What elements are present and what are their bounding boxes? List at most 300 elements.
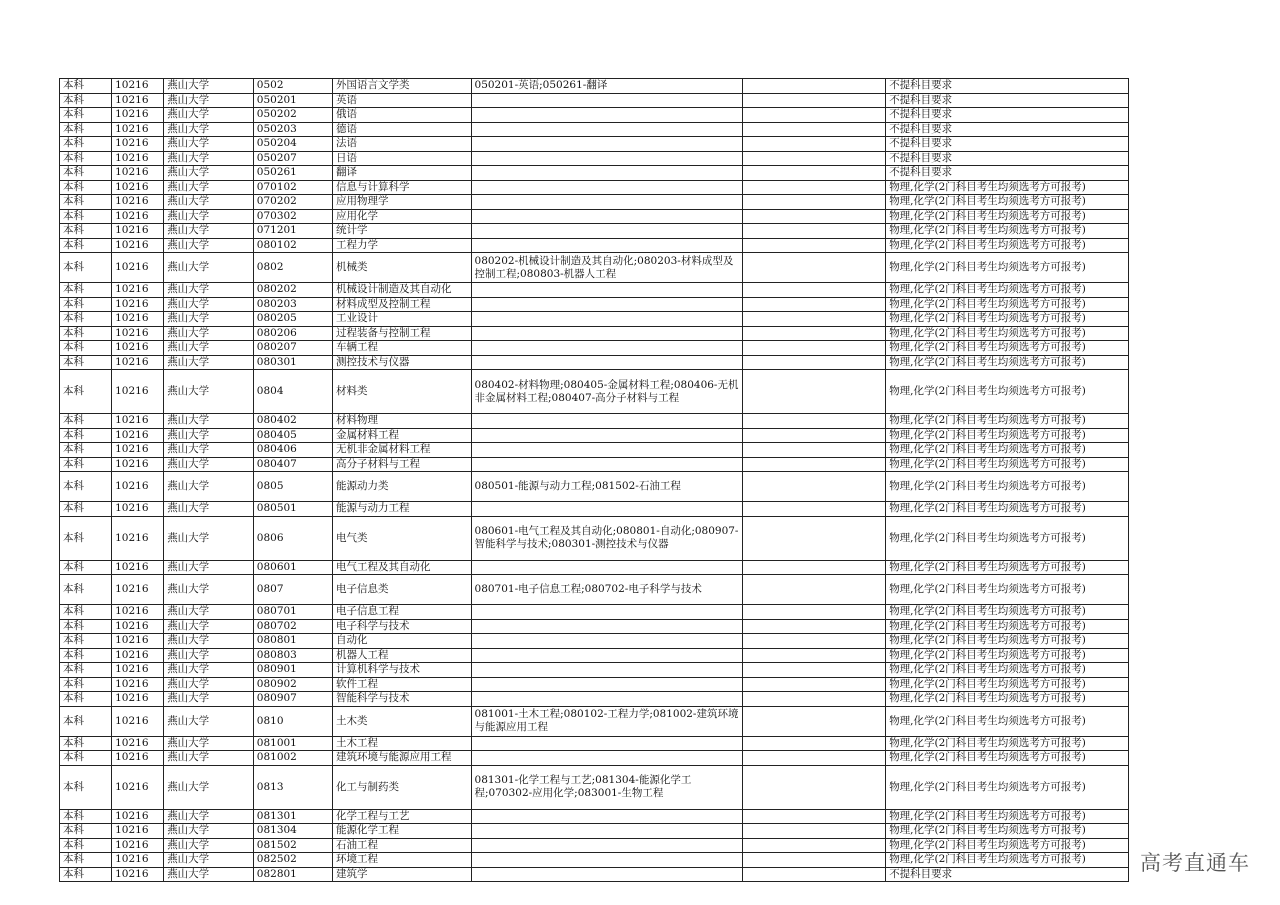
included-majors-cell [471,560,743,575]
major-name-cell: 外国语言文学类 [332,79,471,94]
note-cell [743,663,886,678]
included-majors-cell [471,355,743,370]
major-name-cell: 计算机科学与技术 [332,663,471,678]
subject-requirement-cell: 物理,化学(2门科目考生均须选考方可报考) [886,180,1129,195]
table-row [60,283,1129,298]
school-name-cell: 燕山大学 [164,443,254,458]
subject-requirement-cell: 物理,化学(2门科目考生均须选考方可报考) [886,312,1129,327]
school-code-cell: 10216 [112,312,164,327]
school-name-cell: 燕山大学 [164,297,254,312]
level-cell: 本科 [60,575,112,605]
included-majors-cell [471,619,743,634]
table-row [60,648,1129,663]
major-code-cell: 0802 [253,253,332,283]
school-name-cell: 燕山大学 [164,195,254,210]
major-code-cell: 081002 [253,751,332,766]
included-majors-cell [471,692,743,707]
school-name-cell: 燕山大学 [164,238,254,253]
included-majors-cell [471,502,743,517]
school-name-cell: 燕山大学 [164,341,254,356]
table-row [60,253,1129,283]
level-cell: 本科 [60,326,112,341]
school-code-cell: 10216 [112,414,164,429]
table-row [60,853,1129,868]
table-row [60,122,1129,137]
school-code-cell: 10216 [112,634,164,649]
major-code-cell: 080701 [253,605,332,620]
school-name-cell: 燕山大学 [164,370,254,414]
included-majors-cell: 080202-机械设计制造及其自动化;080203-材料成型及控制工程;080803-机器人工程 [471,253,743,283]
level-cell: 本科 [60,677,112,692]
note-cell [743,809,886,824]
level-cell: 本科 [60,79,112,94]
subject-requirement-cell: 物理,化学(2门科目考生均须选考方可报考) [886,634,1129,649]
subject-requirement-cell: 不提科目要求 [886,108,1129,123]
note-cell [743,355,886,370]
major-code-cell: 080901 [253,663,332,678]
table-row [60,867,1129,882]
table-row [60,137,1129,152]
major-name-cell: 英语 [332,93,471,108]
included-majors-cell [471,326,743,341]
level-cell: 本科 [60,736,112,751]
school-name-cell: 燕山大学 [164,502,254,517]
school-code-cell: 10216 [112,283,164,298]
school-code-cell: 10216 [112,692,164,707]
major-code-cell: 080203 [253,297,332,312]
school-code-cell: 10216 [112,137,164,152]
school-name-cell: 燕山大学 [164,751,254,766]
subject-requirement-cell: 不提科目要求 [886,93,1129,108]
subject-requirement-cell: 物理,化学(2门科目考生均须选考方可报考) [886,853,1129,868]
subject-requirement-cell: 物理,化学(2门科目考生均须选考方可报考) [886,663,1129,678]
major-code-cell: 080405 [253,428,332,443]
school-name-cell: 燕山大学 [164,706,254,736]
major-code-cell: 080407 [253,457,332,472]
major-name-cell: 工业设计 [332,312,471,327]
table-row [60,209,1129,224]
subject-requirement-cell: 物理,化学(2门科目考生均须选考方可报考) [886,355,1129,370]
major-name-cell: 环境工程 [332,853,471,868]
major-name-cell: 日语 [332,151,471,166]
school-name-cell: 燕山大学 [164,180,254,195]
subject-requirement-cell: 物理,化学(2门科目考生均须选考方可报考) [886,457,1129,472]
table-row [60,516,1129,560]
major-code-cell: 082801 [253,867,332,882]
school-code-cell: 10216 [112,809,164,824]
school-code-cell: 10216 [112,224,164,239]
school-name-cell: 燕山大学 [164,108,254,123]
subject-requirement-cell: 物理,化学(2门科目考生均须选考方可报考) [886,428,1129,443]
school-name-cell: 燕山大学 [164,867,254,882]
major-name-cell: 德语 [332,122,471,137]
major-name-cell: 电气工程及其自动化 [332,560,471,575]
level-cell: 本科 [60,605,112,620]
major-name-cell: 电子科学与技术 [332,619,471,634]
table-row [60,560,1129,575]
included-majors-cell [471,809,743,824]
note-cell [743,253,886,283]
major-name-cell: 软件工程 [332,677,471,692]
included-majors-cell [471,457,743,472]
major-code-cell: 081001 [253,736,332,751]
school-code-cell: 10216 [112,560,164,575]
note-cell [743,765,886,809]
school-name-cell: 燕山大学 [164,457,254,472]
level-cell: 本科 [60,824,112,839]
school-code-cell: 10216 [112,751,164,766]
included-majors-cell [471,634,743,649]
level-cell: 本科 [60,297,112,312]
included-majors-cell [471,867,743,882]
subject-requirement-cell: 物理,化学(2门科目考生均须选考方可报考) [886,283,1129,298]
school-name-cell: 燕山大学 [164,428,254,443]
school-code-cell: 10216 [112,238,164,253]
major-name-cell: 智能科学与技术 [332,692,471,707]
school-code-cell: 10216 [112,736,164,751]
included-majors-cell [471,443,743,458]
note-cell [743,853,886,868]
school-name-cell: 燕山大学 [164,853,254,868]
level-cell: 本科 [60,195,112,210]
school-name-cell: 燕山大学 [164,809,254,824]
table-row [60,634,1129,649]
included-majors-cell [471,605,743,620]
major-name-cell: 翻译 [332,166,471,181]
subject-requirement-cell: 不提科目要求 [886,166,1129,181]
major-code-cell: 0806 [253,516,332,560]
level-cell: 本科 [60,472,112,502]
subject-requirement-cell: 不提科目要求 [886,867,1129,882]
included-majors-cell [471,283,743,298]
school-name-cell: 燕山大学 [164,824,254,839]
major-name-cell: 能源动力类 [332,472,471,502]
note-cell [743,224,886,239]
included-majors-cell: 080501-能源与动力工程;081502-石油工程 [471,472,743,502]
school-name-cell: 燕山大学 [164,93,254,108]
included-majors-cell [471,209,743,224]
major-code-cell: 0810 [253,706,332,736]
subject-requirement-cell: 物理,化学(2门科目考生均须选考方可报考) [886,605,1129,620]
note-cell [743,706,886,736]
school-name-cell: 燕山大学 [164,224,254,239]
subject-requirement-cell: 物理,化学(2门科目考生均须选考方可报考) [886,224,1129,239]
school-code-cell: 10216 [112,341,164,356]
level-cell: 本科 [60,560,112,575]
school-code-cell: 10216 [112,443,164,458]
subject-requirement-cell: 物理,化学(2门科目考生均须选考方可报考) [886,253,1129,283]
note-cell [743,502,886,517]
included-majors-cell [471,824,743,839]
subject-requirement-cell: 不提科目要求 [886,151,1129,166]
included-majors-cell [471,853,743,868]
table-row [60,809,1129,824]
major-code-cell: 0813 [253,765,332,809]
major-name-cell: 化学工程与工艺 [332,809,471,824]
major-code-cell: 080402 [253,414,332,429]
school-name-cell: 燕山大学 [164,151,254,166]
level-cell: 本科 [60,312,112,327]
major-name-cell: 俄语 [332,108,471,123]
included-majors-cell [471,736,743,751]
note-cell [743,108,886,123]
included-majors-cell [471,414,743,429]
major-name-cell: 石油工程 [332,838,471,853]
table-row [60,108,1129,123]
table-row [60,238,1129,253]
subject-requirement-cell: 物理,化学(2门科目考生均须选考方可报考) [886,195,1129,210]
school-code-cell: 10216 [112,648,164,663]
subject-requirement-cell: 物理,化学(2门科目考生均须选考方可报考) [886,751,1129,766]
admission-table [59,78,1129,882]
subject-requirement-cell: 物理,化学(2门科目考生均须选考方可报考) [886,341,1129,356]
watermark-text: 高考直通车 [1140,851,1250,875]
subject-requirement-cell: 不提科目要求 [886,137,1129,152]
table-row [60,355,1129,370]
school-name-cell: 燕山大学 [164,283,254,298]
major-name-cell: 土木类 [332,706,471,736]
table-row [60,575,1129,605]
table-row [60,838,1129,853]
subject-requirement-cell: 物理,化学(2门科目考生均须选考方可报考) [886,648,1129,663]
level-cell: 本科 [60,443,112,458]
note-cell [743,692,886,707]
table-row [60,824,1129,839]
level-cell: 本科 [60,224,112,239]
included-majors-cell [471,838,743,853]
major-name-cell: 能源化学工程 [332,824,471,839]
note-cell [743,297,886,312]
table-row [60,195,1129,210]
table-row [60,166,1129,181]
level-cell: 本科 [60,137,112,152]
note-cell [743,341,886,356]
school-code-cell: 10216 [112,180,164,195]
school-code-cell: 10216 [112,122,164,137]
subject-requirement-cell: 物理,化学(2门科目考生均须选考方可报考) [886,297,1129,312]
school-name-cell: 燕山大学 [164,79,254,94]
note-cell [743,370,886,414]
note-cell [743,605,886,620]
note-cell [743,838,886,853]
included-majors-cell: 080601-电气工程及其自动化;080801-自动化;080907-智能科学与技术;080301-测控技术与仪器 [471,516,743,560]
included-majors-cell: 050201-英语;050261-翻译 [471,79,743,94]
table-row [60,297,1129,312]
level-cell: 本科 [60,765,112,809]
major-code-cell: 0807 [253,575,332,605]
included-majors-cell [471,93,743,108]
major-name-cell: 电子信息工程 [332,605,471,620]
school-name-cell: 燕山大学 [164,253,254,283]
major-code-cell: 081502 [253,838,332,853]
school-code-cell: 10216 [112,370,164,414]
subject-requirement-cell: 物理,化学(2门科目考生均须选考方可报考) [886,414,1129,429]
table-row [60,619,1129,634]
table-row [60,93,1129,108]
major-code-cell: 071201 [253,224,332,239]
major-name-cell: 金属材料工程 [332,428,471,443]
subject-requirement-cell: 物理,化学(2门科目考生均须选考方可报考) [886,765,1129,809]
level-cell: 本科 [60,122,112,137]
included-majors-cell [471,180,743,195]
level-cell: 本科 [60,663,112,678]
note-cell [743,619,886,634]
major-name-cell: 自动化 [332,634,471,649]
major-code-cell: 081304 [253,824,332,839]
subject-requirement-cell: 物理,化学(2门科目考生均须选考方可报考) [886,575,1129,605]
major-code-cell: 080406 [253,443,332,458]
included-majors-cell [471,238,743,253]
level-cell: 本科 [60,634,112,649]
table-row [60,224,1129,239]
major-code-cell: 080601 [253,560,332,575]
major-code-cell: 080102 [253,238,332,253]
school-name-cell: 燕山大学 [164,560,254,575]
major-name-cell: 车辆工程 [332,341,471,356]
included-majors-cell [471,312,743,327]
major-code-cell: 050207 [253,151,332,166]
level-cell: 本科 [60,370,112,414]
table-row [60,180,1129,195]
major-name-cell: 法语 [332,137,471,152]
subject-requirement-cell: 物理,化学(2门科目考生均须选考方可报考) [886,209,1129,224]
level-cell: 本科 [60,853,112,868]
table-row [60,677,1129,692]
school-name-cell: 燕山大学 [164,692,254,707]
included-majors-cell [471,428,743,443]
school-code-cell: 10216 [112,93,164,108]
subject-requirement-cell: 物理,化学(2门科目考生均须选考方可报考) [886,472,1129,502]
school-code-cell: 10216 [112,355,164,370]
subject-requirement-cell: 物理,化学(2门科目考生均须选考方可报考) [886,516,1129,560]
subject-requirement-cell: 物理,化学(2门科目考生均须选考方可报考) [886,560,1129,575]
major-code-cell: 080902 [253,677,332,692]
major-code-cell: 050204 [253,137,332,152]
subject-requirement-cell: 不提科目要求 [886,79,1129,94]
level-cell: 本科 [60,457,112,472]
school-name-cell: 燕山大学 [164,516,254,560]
major-name-cell: 应用物理学 [332,195,471,210]
school-code-cell: 10216 [112,706,164,736]
major-code-cell: 080301 [253,355,332,370]
major-code-cell: 082502 [253,853,332,868]
level-cell: 本科 [60,502,112,517]
major-name-cell: 化工与制药类 [332,765,471,809]
level-cell: 本科 [60,867,112,882]
included-majors-cell [471,122,743,137]
level-cell: 本科 [60,108,112,123]
note-cell [743,560,886,575]
table-row [60,472,1129,502]
note-cell [743,195,886,210]
major-code-cell: 070102 [253,180,332,195]
school-name-cell: 燕山大学 [164,326,254,341]
major-code-cell: 050261 [253,166,332,181]
school-code-cell: 10216 [112,151,164,166]
level-cell: 本科 [60,619,112,634]
table-row [60,751,1129,766]
table-row [60,443,1129,458]
table-row [60,341,1129,356]
level-cell: 本科 [60,151,112,166]
included-majors-cell [471,151,743,166]
major-name-cell: 电子信息类 [332,575,471,605]
table-row [60,663,1129,678]
school-code-cell: 10216 [112,472,164,502]
school-name-cell: 燕山大学 [164,838,254,853]
level-cell: 本科 [60,180,112,195]
note-cell [743,736,886,751]
major-code-cell: 080205 [253,312,332,327]
note-cell [743,472,886,502]
included-majors-cell: 081301-化学工程与工艺;081304-能源化学工程;070302-应用化学;083001-生物工程 [471,765,743,809]
major-code-cell: 070202 [253,195,332,210]
major-name-cell: 无机非金属材料工程 [332,443,471,458]
table-row [60,151,1129,166]
note-cell [743,312,886,327]
included-majors-cell [471,108,743,123]
major-code-cell: 080801 [253,634,332,649]
included-majors-cell [471,677,743,692]
note-cell [743,824,886,839]
table-row [60,692,1129,707]
included-majors-cell [471,166,743,181]
school-code-cell: 10216 [112,428,164,443]
school-code-cell: 10216 [112,79,164,94]
school-name-cell: 燕山大学 [164,137,254,152]
major-code-cell: 081301 [253,809,332,824]
note-cell [743,180,886,195]
major-code-cell: 080202 [253,283,332,298]
note-cell [743,457,886,472]
school-code-cell: 10216 [112,209,164,224]
school-code-cell: 10216 [112,853,164,868]
note-cell [743,634,886,649]
major-code-cell: 0502 [253,79,332,94]
subject-requirement-cell: 物理,化学(2门科目考生均须选考方可报考) [886,677,1129,692]
level-cell: 本科 [60,253,112,283]
school-code-cell: 10216 [112,297,164,312]
included-majors-cell [471,648,743,663]
note-cell [743,867,886,882]
subject-requirement-cell: 物理,化学(2门科目考生均须选考方可报考) [886,619,1129,634]
level-cell: 本科 [60,355,112,370]
level-cell: 本科 [60,838,112,853]
major-code-cell: 070302 [253,209,332,224]
subject-requirement-cell: 物理,化学(2门科目考生均须选考方可报考) [886,370,1129,414]
major-name-cell: 过程装备与控制工程 [332,326,471,341]
major-code-cell: 080206 [253,326,332,341]
major-code-cell: 050201 [253,93,332,108]
major-code-cell: 0805 [253,472,332,502]
subject-requirement-cell: 物理,化学(2门科目考生均须选考方可报考) [886,824,1129,839]
subject-requirement-cell: 物理,化学(2门科目考生均须选考方可报考) [886,326,1129,341]
table-row [60,706,1129,736]
school-code-cell: 10216 [112,677,164,692]
school-code-cell: 10216 [112,824,164,839]
note-cell [743,238,886,253]
table-row [60,457,1129,472]
school-name-cell: 燕山大学 [164,575,254,605]
school-code-cell: 10216 [112,619,164,634]
major-name-cell: 信息与计算科学 [332,180,471,195]
level-cell: 本科 [60,209,112,224]
school-name-cell: 燕山大学 [164,605,254,620]
school-name-cell: 燕山大学 [164,414,254,429]
major-name-cell: 统计学 [332,224,471,239]
level-cell: 本科 [60,238,112,253]
school-code-cell: 10216 [112,108,164,123]
